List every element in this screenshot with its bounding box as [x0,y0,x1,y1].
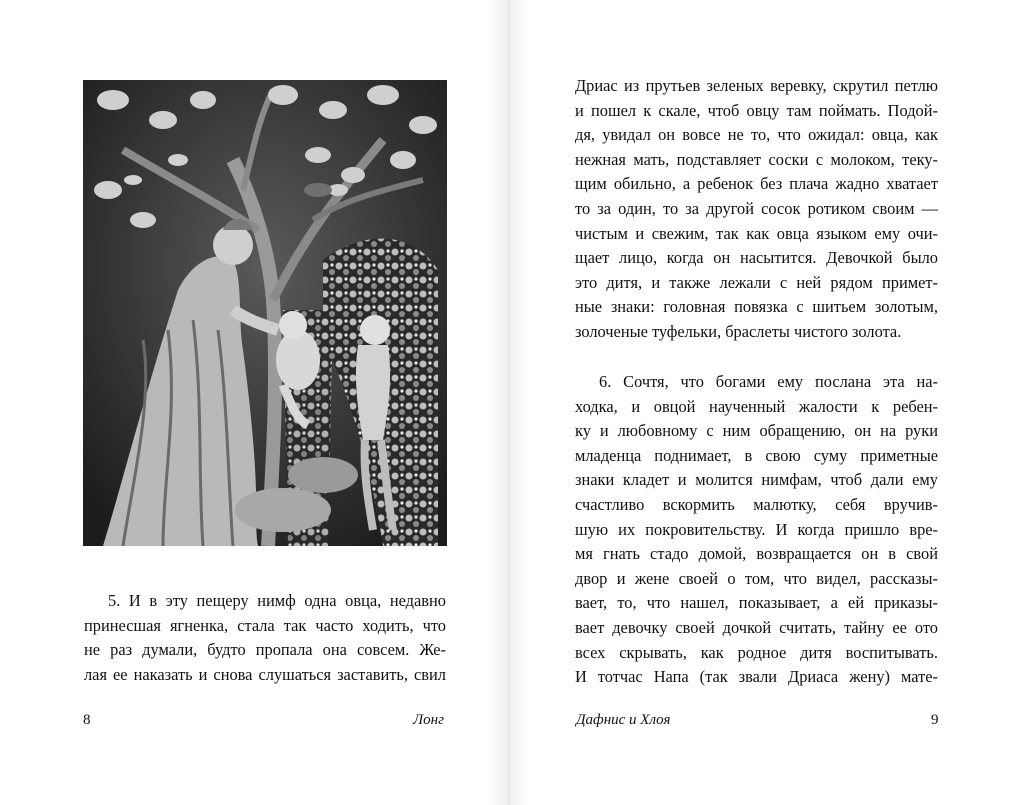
text-line: ходка, и овцой наученный жалости к ребен- [575,396,938,416]
text-line: ку и любовному с ним обращению, он на руки [575,421,938,441]
text-line: вает, то, что нашел, показывает, а ей приказы- [575,593,938,613]
left-page [0,0,509,805]
text-line: золоченые туфельки, браслеты чистого золота. [575,321,902,341]
text-line: и пошел к скале, чтоб овцу там поймать. Подой- [575,100,938,120]
text-line: Дриас из прутьев зеленых веревку, скрутил петлю [575,76,938,95]
text-line: мя гнать стадо домой, возвращается он в свой [575,544,938,564]
paragraph-5 [84,589,446,687]
text-line: шую их покровительству. И когда пришло вре- [575,519,938,539]
text-line: 6. Сочтя, что богами ему послана эта на- [599,372,938,391]
text-line: счастливо вскормить малютку, себя вручив- [575,494,938,514]
relief-image [83,80,447,546]
text-line: И тотчас Напа (так звали Дриаса жену) мате- [575,667,938,687]
text-line: это дитя, и также лежали с ней рядом примет- [575,272,938,292]
text-line: младенца поднимает, в свою суму приметные [575,445,938,465]
running-head-right: Дафнис и Хлоя [576,712,671,728]
text-line: всех скрывать, как родное дитя воспитывать. [575,642,938,662]
text-line: лая ее наказать и снова слушаться заставить, свил [84,664,446,684]
text-line: чистым и свежим, так как овца языком ему очи- [575,223,938,243]
text-line: вает девочку своей дочкой считать, тайну ее ото [575,617,938,637]
running-head-left: Лонг [413,712,444,728]
text-line: знаки кладет и молится нимфам, чтоб дали ему [575,470,938,490]
text-line: принесшая ягненка, стала так часто ходить, что [84,615,446,635]
text-line: двор и жене своей о том, что видел, рассказы- [575,568,938,588]
text-line: не раз думали, будто пропала она совсем. Же- [84,640,446,660]
relief-illustration [83,80,447,546]
text-line: 5. И в эту пещеру нимф одна овца, недавно [108,591,446,610]
text-line: щим обильно, а ребенок без плача жадно хватает [575,174,938,194]
paragraph-continued [575,74,938,345]
text-line: нежная мать, подставляет соски с молоком, теку- [575,149,938,169]
page-number-left: 8 [83,712,91,728]
text-line: то за один, то за другой сосок ротиком своим — [575,198,938,218]
text-line: ные знаки: головная повязка с шитьем золотым, [575,297,938,317]
text-line: щает лицо, когда он насытится. Девочкой было [575,248,938,268]
page-number-right: 9 [931,712,939,728]
text-line: дя, увидал он вовсе не то, что ожидал: овца, как [575,125,938,145]
paragraph-6 [575,370,938,690]
